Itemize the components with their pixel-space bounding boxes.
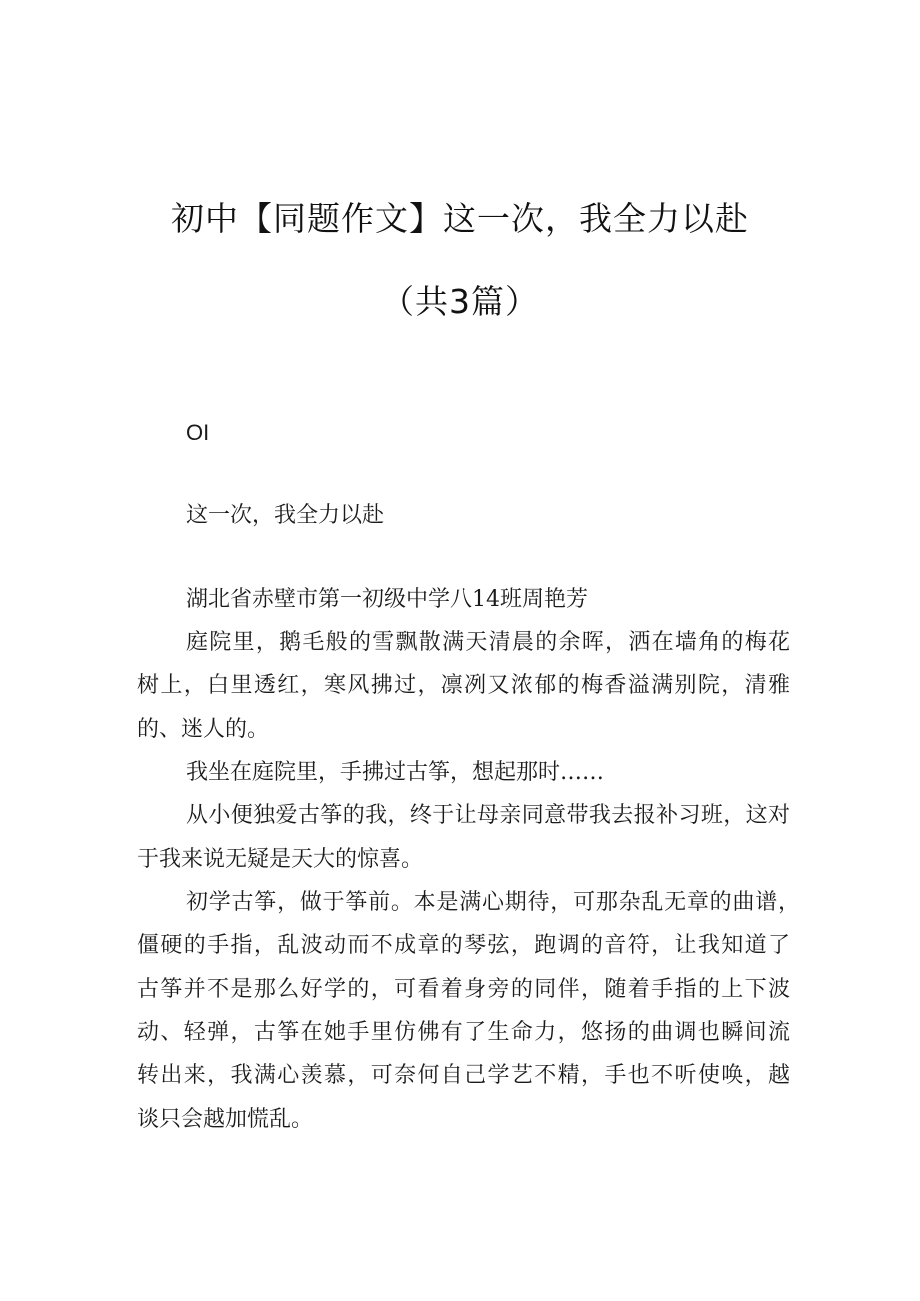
paragraph-line: 谈只会越加慌乱。: [137, 1107, 314, 1132]
paragraph-line: 转出来，我满心羡慕，可奈何自己学艺不精，手也不听使唤，越: [137, 1063, 790, 1088]
paragraph-line: 僵硬的手指，乱波动而不成章的琴弦，跑调的音符，让我知道了: [137, 933, 790, 958]
paragraph-line: 于我来说无疑是天大的惊喜。: [137, 847, 424, 872]
section-number: OI: [186, 420, 210, 445]
paragraph-line: 古筝并不是那么好学的，可看着身旁的同伴，随着手指的上下波: [137, 977, 790, 1002]
paragraph-line: 树上，白里透红，寒风拂过，凛冽又浓郁的梅香溢满别院，清雅: [137, 673, 790, 698]
paragraph-line: 的、迷人的。: [137, 717, 270, 742]
paragraph-line: 我坐在庭院里，手拂过古筝，想起那时……: [186, 760, 605, 785]
document-title: 初中【同题作文】这一次，我全力以赴: [171, 199, 749, 238]
author-line: 湖北省赤壁市第一初级中学八14班周艳芳: [186, 587, 588, 612]
paragraph-line: 初学古筝，做于筝前。本是满心期待，可那杂乱无章的曲谱，: [186, 890, 800, 915]
paragraph-line: 庭院里，鹅毛般的雪飘散满天清晨的余晖，洒在墙角的梅花: [186, 630, 790, 655]
essay-title: 这一次，我全力以赴: [186, 503, 385, 528]
paragraph-line: 从小便独爱古筝的我，终于让母亲同意带我去报补习班，这对: [186, 803, 790, 828]
paragraph-line: 动、轻弹，古筝在她手里仿佛有了生命力，悠扬的曲调也瞬间流: [137, 1020, 790, 1045]
document-subtitle: （共3篇）: [381, 282, 539, 321]
